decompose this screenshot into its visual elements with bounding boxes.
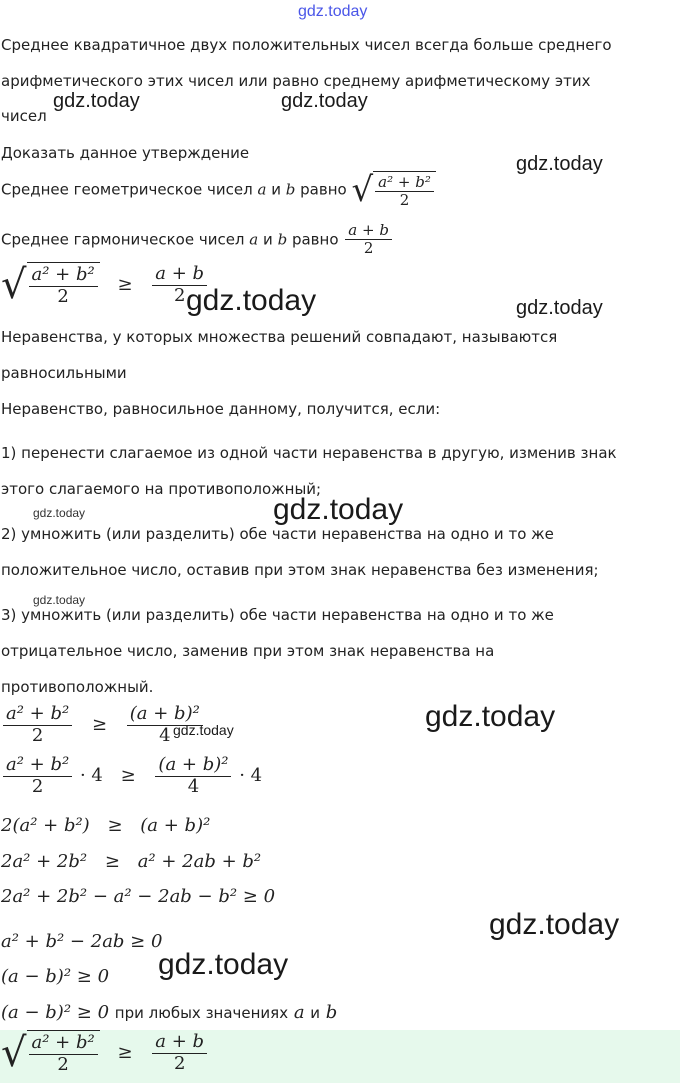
denominator: 2 — [31, 775, 44, 797]
watermark: gdz.today — [489, 908, 620, 941]
step-8 — [1, 1002, 337, 1023]
radical-sign: √ — [1, 1030, 27, 1076]
numerator: (a + b)² — [155, 755, 231, 777]
watermark: gdz.today — [53, 90, 140, 112]
step-4-left: 2a² + 2b² — [1, 851, 88, 872]
fraction — [345, 222, 392, 258]
watermark: gdz.today — [186, 284, 317, 317]
numerator: a + b — [152, 1032, 207, 1054]
radical-sign: √ — [351, 170, 374, 210]
watermark: gdz.today — [33, 593, 86, 607]
main-inequality — [1, 262, 209, 308]
rule-1-line-1: 1) перенести слагаемое из одной части неравенства в другую, изменив знак — [1, 444, 617, 462]
denominator: 2 — [399, 191, 410, 209]
denominator: 2 — [363, 239, 374, 258]
step-3 — [1, 815, 210, 836]
rule-3-line-3: противоположный. — [1, 678, 154, 696]
geq-sign: ≥ — [107, 815, 123, 836]
denominator: 2 — [173, 1052, 186, 1074]
var-a: a — [249, 230, 259, 249]
step-5: 2a² + 2b² − a² − 2ab − b² ≥ 0 — [1, 886, 276, 907]
fraction — [375, 174, 434, 210]
fraction — [155, 755, 231, 797]
sqrt-expression — [1, 1030, 100, 1076]
step-3-right: (a + b)² — [140, 815, 211, 836]
watermark: gdz.today — [33, 506, 86, 520]
watermark: gdz.today — [158, 948, 289, 981]
equivalence-line-2: равносильными — [1, 364, 127, 382]
and-word: и — [263, 230, 273, 249]
conclusion-inequality — [1, 1030, 209, 1076]
watermark: gdz.today — [273, 493, 404, 526]
fraction — [152, 264, 207, 306]
step-7: (a − b)² ≥ 0 — [1, 966, 110, 987]
radical-sign: √ — [1, 262, 27, 308]
statement-line-2: арифметического этих чисел или равно среднему арифметическому этих — [1, 72, 591, 90]
watermark: gdz.today — [516, 297, 603, 319]
equals-word: равно — [300, 180, 347, 199]
rule-1-line-2: этого слагаемого на противоположный; — [1, 480, 322, 498]
step-4-right: a² + 2ab + b² — [137, 851, 262, 872]
times-four: · 4 — [239, 765, 263, 787]
harm-prefix: Среднее гармоническое чисел — [1, 230, 245, 249]
geom-prefix: Среднее геометрическое чисел — [1, 180, 253, 199]
fraction — [3, 755, 72, 797]
step-4 — [1, 851, 261, 872]
watermark: gdz.today — [281, 90, 368, 112]
prove-line: Доказать данное утверждение — [1, 144, 250, 162]
geq-sign: ≥ — [117, 1042, 133, 1063]
step-3-left: 2(a² + b²) — [1, 815, 90, 836]
denominator: 2 — [57, 286, 69, 307]
denominator: 2 — [31, 724, 44, 746]
numerator: a² + b² — [29, 265, 98, 287]
statement-line-3: чисел — [1, 107, 47, 125]
denominator: 4 — [187, 775, 200, 797]
var-b: b — [285, 180, 296, 199]
times-four: · 4 — [79, 765, 103, 787]
geq-sign: ≥ — [120, 765, 136, 787]
fraction — [29, 1033, 98, 1075]
equivalence-line-1: Неравенства, у которых множества решений совпадают, называются — [1, 328, 558, 346]
step-8-expression: (a − b)² ≥ 0 — [1, 1002, 110, 1023]
harmonic-mean-line — [1, 222, 394, 258]
equals-word: равно — [291, 230, 339, 249]
rule-3-line-2: отрицательное число, заменив при этом знак неравенства на — [1, 642, 495, 660]
numerator: a² + b² — [375, 174, 434, 192]
numerator: a² + b² — [3, 704, 72, 726]
geometric-mean-line — [1, 170, 436, 210]
sqrt-expression — [1, 262, 100, 308]
watermark: gdz.today — [516, 153, 603, 175]
rule-intro: Неравенство, равносильное данному, получится, если: — [1, 400, 441, 418]
var-b: b — [325, 1002, 338, 1023]
numerator: a² + b² — [29, 1033, 98, 1055]
fraction — [29, 265, 98, 307]
denominator: 2 — [57, 1054, 69, 1075]
and-word: и — [310, 1004, 321, 1022]
fraction — [127, 704, 203, 746]
statement-line-1: Среднее квадратичное двух положительных чисел всегда больше среднего — [1, 36, 612, 54]
numerator: a + b — [345, 222, 392, 240]
watermark: gdz.today — [425, 700, 556, 733]
rule-2-line-2: положительное число, оставив при этом знак неравенства без изменения; — [1, 561, 599, 579]
denominator: 2 — [173, 284, 186, 306]
geq-sign: ≥ — [91, 714, 108, 736]
rule-3-line-1: 3) умножить (или разделить) обе части неравенства на одно и то же — [1, 606, 554, 624]
var-a: a — [257, 180, 267, 199]
and-word: и — [271, 180, 281, 199]
any-values-text: при любых значениях — [114, 1004, 289, 1022]
rule-2-line-1: 2) умножить (или разделить) обе части неравенства на одно и то же — [1, 525, 554, 543]
step-6: a² + b² − 2ab ≥ 0 — [1, 931, 163, 952]
denominator: 4 — [159, 724, 171, 746]
watermark: gdz.today — [173, 722, 234, 738]
fraction — [3, 704, 72, 746]
geq-sign: ≥ — [117, 274, 133, 295]
step-1 — [1, 704, 205, 746]
step-2 — [1, 755, 262, 797]
var-a: a — [293, 1002, 305, 1023]
fraction — [152, 1032, 207, 1074]
numerator: a + b — [152, 264, 207, 286]
var-b: b — [277, 230, 288, 249]
sqrt-expression — [351, 170, 435, 210]
geq-sign: ≥ — [104, 851, 120, 872]
watermark-top: gdz.today — [298, 3, 368, 20]
numerator: a² + b² — [3, 755, 72, 777]
numerator: (a + b)² — [127, 704, 203, 726]
